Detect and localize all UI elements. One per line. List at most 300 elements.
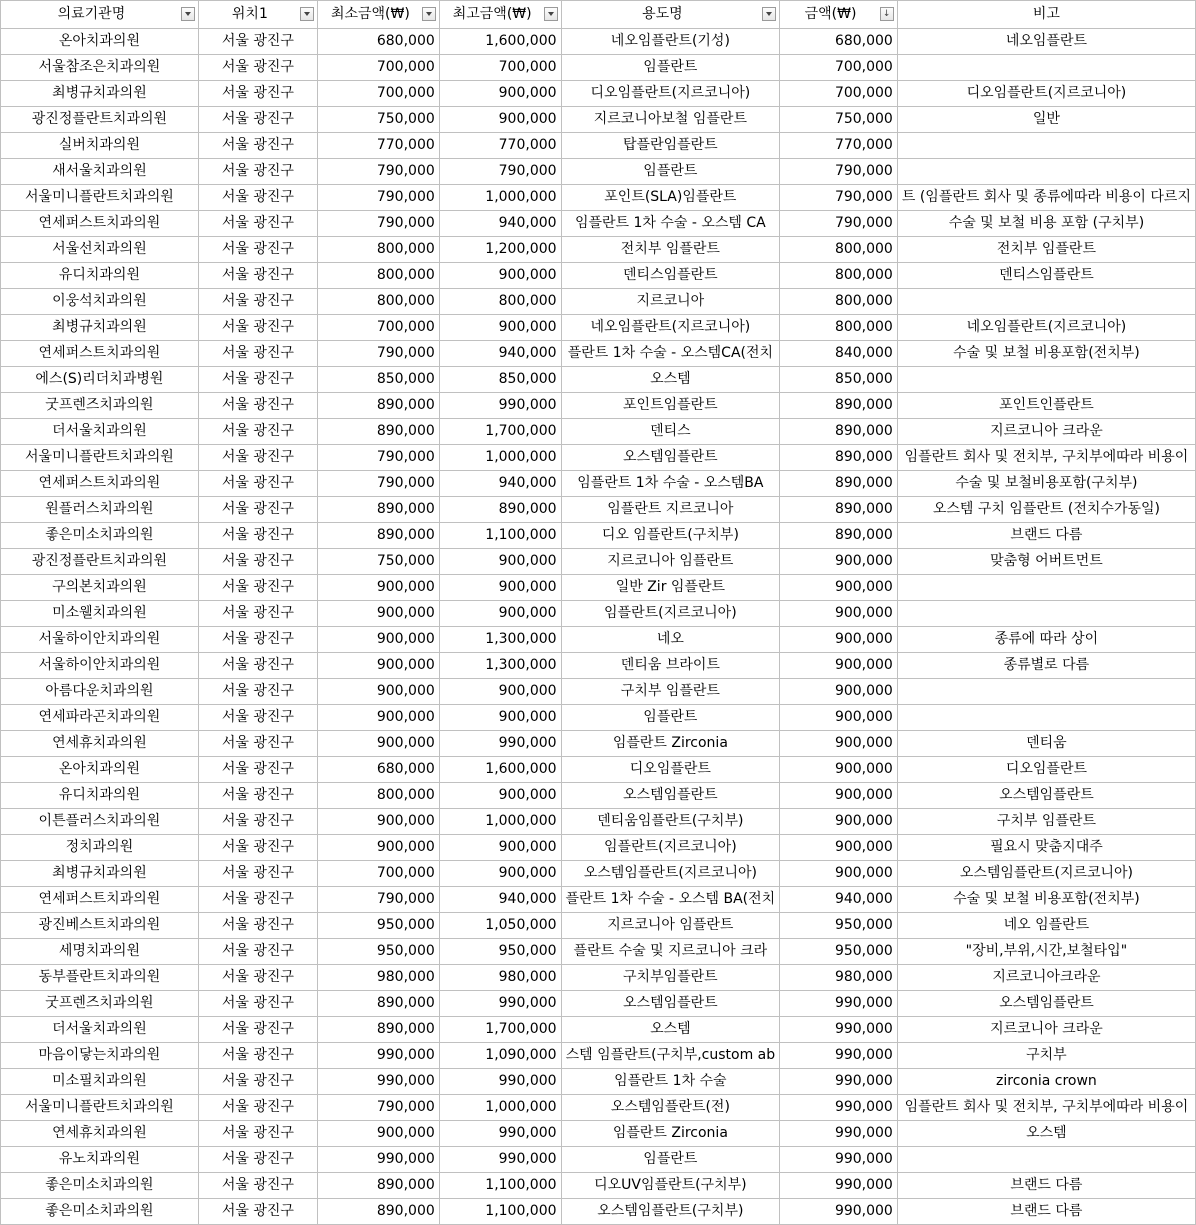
cell-institution[interactable]: 더서울치과의원 [1, 1017, 199, 1043]
cell-usage[interactable]: 네오 [561, 627, 780, 653]
cell-max-price[interactable]: 900,000 [439, 783, 561, 809]
cell-amount[interactable]: 900,000 [780, 757, 898, 783]
cell-min-price[interactable]: 890,000 [317, 1199, 439, 1225]
cell-amount[interactable]: 990,000 [780, 1121, 898, 1147]
cell-note[interactable]: 지르코니아 크라운 [897, 1017, 1195, 1043]
cell-min-price[interactable]: 770,000 [317, 133, 439, 159]
cell-max-price[interactable]: 950,000 [439, 939, 561, 965]
cell-usage[interactable]: 지르코니아 임플란트 [561, 913, 780, 939]
cell-institution[interactable]: 더서울치과의원 [1, 419, 199, 445]
cell-note[interactable] [897, 133, 1195, 159]
cell-institution[interactable]: 에스(S)리더치과병원 [1, 367, 199, 393]
cell-max-price[interactable]: 990,000 [439, 1121, 561, 1147]
sort-ascending-filter-icon[interactable] [880, 7, 894, 21]
cell-usage[interactable]: 오스템임플란트 [561, 783, 780, 809]
cell-note[interactable]: 지르코니아크라운 [897, 965, 1195, 991]
cell-note[interactable]: 브랜드 다름 [897, 1173, 1195, 1199]
cell-location[interactable]: 서울 광진구 [198, 81, 317, 107]
cell-usage[interactable]: 오스템임플란트 [561, 991, 780, 1017]
cell-usage[interactable]: 지르코니아보철 임플란트 [561, 107, 780, 133]
cell-min-price[interactable]: 900,000 [317, 575, 439, 601]
cell-institution[interactable]: 서울미니플란트치과의원 [1, 445, 199, 471]
cell-note[interactable] [897, 1147, 1195, 1173]
cell-amount[interactable]: 900,000 [780, 809, 898, 835]
cell-amount[interactable]: 990,000 [780, 1069, 898, 1095]
cell-institution[interactable]: 좋은미소치과의원 [1, 523, 199, 549]
cell-institution[interactable]: 미소필치과의원 [1, 1069, 199, 1095]
cell-min-price[interactable]: 950,000 [317, 939, 439, 965]
cell-location[interactable]: 서울 광진구 [198, 627, 317, 653]
cell-institution[interactable]: 이웅석치과의원 [1, 289, 199, 315]
cell-max-price[interactable]: 700,000 [439, 55, 561, 81]
cell-amount[interactable]: 980,000 [780, 965, 898, 991]
cell-min-price[interactable]: 890,000 [317, 991, 439, 1017]
cell-location[interactable]: 서울 광진구 [198, 523, 317, 549]
cell-location[interactable]: 서울 광진구 [198, 991, 317, 1017]
cell-note[interactable]: 임플란트 회사 및 전치부, 구치부에따라 비용이 [897, 1095, 1195, 1121]
cell-note[interactable]: 오스템 [897, 1121, 1195, 1147]
cell-institution[interactable]: 원플러스치과의원 [1, 497, 199, 523]
cell-note[interactable]: 트 (임플란트 회사 및 종류에따라 비용이 다르지 [897, 185, 1195, 211]
cell-location[interactable]: 서울 광진구 [198, 341, 317, 367]
cell-amount[interactable]: 900,000 [780, 601, 898, 627]
cell-location[interactable]: 서울 광진구 [198, 965, 317, 991]
cell-max-price[interactable]: 900,000 [439, 835, 561, 861]
cell-max-price[interactable]: 800,000 [439, 289, 561, 315]
cell-institution[interactable]: 온아치과의원 [1, 757, 199, 783]
cell-min-price[interactable]: 890,000 [317, 419, 439, 445]
cell-max-price[interactable]: 940,000 [439, 887, 561, 913]
cell-amount[interactable]: 900,000 [780, 783, 898, 809]
cell-usage[interactable]: 덴티스 [561, 419, 780, 445]
cell-usage[interactable]: 오스템임플란트(지르코니아) [561, 861, 780, 887]
cell-usage[interactable]: 임플란트 Zirconia [561, 731, 780, 757]
cell-institution[interactable]: 서울미니플란트치과의원 [1, 185, 199, 211]
cell-amount[interactable]: 800,000 [780, 237, 898, 263]
cell-max-price[interactable]: 1,100,000 [439, 1199, 561, 1225]
cell-location[interactable]: 서울 광진구 [198, 549, 317, 575]
cell-max-price[interactable]: 900,000 [439, 601, 561, 627]
cell-note[interactable]: 덴티움 [897, 731, 1195, 757]
cell-amount[interactable]: 900,000 [780, 861, 898, 887]
cell-institution[interactable]: 서울미니플란트치과의원 [1, 1095, 199, 1121]
cell-amount[interactable]: 840,000 [780, 341, 898, 367]
cell-max-price[interactable]: 900,000 [439, 315, 561, 341]
cell-min-price[interactable]: 790,000 [317, 471, 439, 497]
cell-institution[interactable]: 아름다운치과의원 [1, 679, 199, 705]
cell-institution[interactable]: 서울선치과의원 [1, 237, 199, 263]
cell-location[interactable]: 서울 광진구 [198, 29, 317, 55]
cell-usage[interactable]: 임플란트 Zirconia [561, 1121, 780, 1147]
cell-amount[interactable]: 890,000 [780, 497, 898, 523]
cell-min-price[interactable]: 890,000 [317, 497, 439, 523]
cell-max-price[interactable]: 790,000 [439, 159, 561, 185]
cell-usage[interactable]: 포인트(SLA)임플란트 [561, 185, 780, 211]
cell-location[interactable]: 서울 광진구 [198, 419, 317, 445]
cell-max-price[interactable]: 890,000 [439, 497, 561, 523]
filter-dropdown-icon[interactable] [544, 7, 558, 21]
cell-usage[interactable]: 오스템임플란트(전) [561, 1095, 780, 1121]
cell-institution[interactable]: 연세휴치과의원 [1, 1121, 199, 1147]
cell-location[interactable]: 서울 광진구 [198, 497, 317, 523]
cell-max-price[interactable]: 990,000 [439, 1069, 561, 1095]
cell-min-price[interactable]: 700,000 [317, 81, 439, 107]
cell-note[interactable]: 구치부 [897, 1043, 1195, 1069]
cell-location[interactable]: 서울 광진구 [198, 133, 317, 159]
cell-location[interactable]: 서울 광진구 [198, 1017, 317, 1043]
cell-amount[interactable]: 900,000 [780, 575, 898, 601]
cell-max-price[interactable]: 1,000,000 [439, 1095, 561, 1121]
cell-amount[interactable]: 990,000 [780, 1199, 898, 1225]
cell-max-price[interactable]: 1,300,000 [439, 653, 561, 679]
cell-usage[interactable]: 임플란트 1차 수술 [561, 1069, 780, 1095]
cell-amount[interactable]: 850,000 [780, 367, 898, 393]
cell-note[interactable]: 디오임플란트(지르코니아) [897, 81, 1195, 107]
cell-min-price[interactable]: 790,000 [317, 341, 439, 367]
cell-amount[interactable]: 700,000 [780, 55, 898, 81]
cell-min-price[interactable]: 790,000 [317, 445, 439, 471]
cell-note[interactable]: 맞춤형 어버트먼트 [897, 549, 1195, 575]
cell-min-price[interactable]: 800,000 [317, 783, 439, 809]
cell-institution[interactable]: 정치과의원 [1, 835, 199, 861]
cell-note[interactable] [897, 367, 1195, 393]
cell-max-price[interactable]: 1,000,000 [439, 809, 561, 835]
cell-note[interactable]: 네오임플란트 [897, 29, 1195, 55]
cell-institution[interactable]: 서울하이안치과의원 [1, 627, 199, 653]
cell-usage[interactable]: 임플란트(지르코니아) [561, 601, 780, 627]
cell-min-price[interactable]: 790,000 [317, 211, 439, 237]
cell-location[interactable]: 서울 광진구 [198, 653, 317, 679]
cell-location[interactable]: 서울 광진구 [198, 601, 317, 627]
cell-amount[interactable]: 900,000 [780, 653, 898, 679]
cell-min-price[interactable]: 900,000 [317, 1121, 439, 1147]
cell-location[interactable]: 서울 광진구 [198, 315, 317, 341]
cell-max-price[interactable]: 990,000 [439, 731, 561, 757]
cell-note[interactable]: 임플란트 회사 및 전치부, 구치부에따라 비용이 [897, 445, 1195, 471]
cell-usage[interactable]: 오스템 [561, 1017, 780, 1043]
cell-max-price[interactable]: 940,000 [439, 211, 561, 237]
cell-max-price[interactable]: 1,300,000 [439, 627, 561, 653]
cell-amount[interactable]: 890,000 [780, 471, 898, 497]
cell-amount[interactable]: 800,000 [780, 315, 898, 341]
cell-usage[interactable]: 오스템임플란트 [561, 445, 780, 471]
cell-min-price[interactable]: 680,000 [317, 29, 439, 55]
cell-usage[interactable]: 덴티움 브라이트 [561, 653, 780, 679]
cell-note[interactable]: 수술 및 보철 비용 포함 (구치부) [897, 211, 1195, 237]
cell-institution[interactable]: 광진정플란트치과의원 [1, 107, 199, 133]
cell-note[interactable] [897, 289, 1195, 315]
cell-location[interactable]: 서울 광진구 [198, 679, 317, 705]
cell-note[interactable]: 수술 및 보철 비용포함(전치부) [897, 341, 1195, 367]
filter-dropdown-icon[interactable] [762, 7, 776, 21]
cell-max-price[interactable]: 1,000,000 [439, 445, 561, 471]
cell-amount[interactable]: 700,000 [780, 81, 898, 107]
cell-location[interactable]: 서울 광진구 [198, 705, 317, 731]
cell-usage[interactable]: 디오임플란트(지르코니아) [561, 81, 780, 107]
cell-min-price[interactable]: 990,000 [317, 1069, 439, 1095]
cell-location[interactable]: 서울 광진구 [198, 575, 317, 601]
cell-usage[interactable]: 플란트 수술 및 지르코니아 크라 [561, 939, 780, 965]
cell-location[interactable]: 서울 광진구 [198, 159, 317, 185]
cell-min-price[interactable]: 890,000 [317, 1017, 439, 1043]
cell-amount[interactable]: 790,000 [780, 185, 898, 211]
cell-usage[interactable]: 전치부 임플란트 [561, 237, 780, 263]
cell-note[interactable]: 오스템 구치 임플란트 (전치수가동일) [897, 497, 1195, 523]
cell-amount[interactable]: 990,000 [780, 1173, 898, 1199]
cell-note[interactable]: 종류에 따라 상이 [897, 627, 1195, 653]
cell-amount[interactable]: 790,000 [780, 159, 898, 185]
cell-min-price[interactable]: 890,000 [317, 1173, 439, 1199]
cell-max-price[interactable]: 940,000 [439, 341, 561, 367]
cell-location[interactable]: 서울 광진구 [198, 393, 317, 419]
cell-min-price[interactable]: 800,000 [317, 237, 439, 263]
cell-note[interactable]: 네오 임플란트 [897, 913, 1195, 939]
cell-note[interactable]: "장비,부위,시간,보철타입" [897, 939, 1195, 965]
cell-location[interactable]: 서울 광진구 [198, 783, 317, 809]
cell-note[interactable]: 브랜드 다름 [897, 1199, 1195, 1225]
cell-location[interactable]: 서울 광진구 [198, 1121, 317, 1147]
cell-max-price[interactable]: 1,600,000 [439, 757, 561, 783]
cell-location[interactable]: 서울 광진구 [198, 1147, 317, 1173]
cell-min-price[interactable]: 900,000 [317, 835, 439, 861]
cell-usage[interactable]: 임플란트 [561, 1147, 780, 1173]
cell-amount[interactable]: 800,000 [780, 263, 898, 289]
cell-location[interactable]: 서울 광진구 [198, 1173, 317, 1199]
cell-amount[interactable]: 900,000 [780, 731, 898, 757]
cell-usage[interactable]: 스템 임플란트(구치부,custom ab [561, 1043, 780, 1069]
cell-usage[interactable]: 임플란트 지르코니아 [561, 497, 780, 523]
cell-location[interactable]: 서울 광진구 [198, 471, 317, 497]
cell-amount[interactable]: 900,000 [780, 679, 898, 705]
cell-institution[interactable]: 마음이닿는치과의원 [1, 1043, 199, 1069]
cell-institution[interactable]: 연세퍼스트치과의원 [1, 471, 199, 497]
cell-amount[interactable]: 900,000 [780, 705, 898, 731]
cell-institution[interactable]: 좋은미소치과의원 [1, 1173, 199, 1199]
cell-location[interactable]: 서울 광진구 [198, 1095, 317, 1121]
cell-max-price[interactable]: 1,700,000 [439, 1017, 561, 1043]
cell-location[interactable]: 서울 광진구 [198, 913, 317, 939]
cell-max-price[interactable]: 1,200,000 [439, 237, 561, 263]
cell-amount[interactable]: 950,000 [780, 939, 898, 965]
cell-min-price[interactable]: 890,000 [317, 523, 439, 549]
cell-note[interactable]: 종류별로 다름 [897, 653, 1195, 679]
cell-min-price[interactable]: 800,000 [317, 289, 439, 315]
filter-dropdown-icon[interactable] [181, 7, 195, 21]
cell-usage[interactable]: 임플란트 1차 수술 - 오스템 CA [561, 211, 780, 237]
cell-note[interactable]: 브랜드 다름 [897, 523, 1195, 549]
cell-note[interactable] [897, 159, 1195, 185]
cell-max-price[interactable]: 940,000 [439, 471, 561, 497]
cell-note[interactable] [897, 55, 1195, 81]
cell-institution[interactable]: 굿프렌즈치과의원 [1, 393, 199, 419]
cell-min-price[interactable]: 900,000 [317, 705, 439, 731]
cell-location[interactable]: 서울 광진구 [198, 861, 317, 887]
cell-amount[interactable]: 790,000 [780, 211, 898, 237]
cell-usage[interactable]: 포인트임플란트 [561, 393, 780, 419]
cell-min-price[interactable]: 900,000 [317, 601, 439, 627]
cell-location[interactable]: 서울 광진구 [198, 445, 317, 471]
cell-max-price[interactable]: 900,000 [439, 861, 561, 887]
cell-amount[interactable]: 900,000 [780, 549, 898, 575]
cell-note[interactable]: 일반 [897, 107, 1195, 133]
cell-usage[interactable]: 임플란트 [561, 159, 780, 185]
cell-location[interactable]: 서울 광진구 [198, 1043, 317, 1069]
cell-location[interactable]: 서울 광진구 [198, 757, 317, 783]
cell-location[interactable]: 서울 광진구 [198, 939, 317, 965]
cell-amount[interactable]: 890,000 [780, 393, 898, 419]
cell-note[interactable]: 네오임플란트(지르코니아) [897, 315, 1195, 341]
cell-usage[interactable]: 디오UV임플란트(구치부) [561, 1173, 780, 1199]
cell-max-price[interactable]: 900,000 [439, 705, 561, 731]
cell-note[interactable]: 오스템임플란트 [897, 783, 1195, 809]
cell-max-price[interactable]: 1,100,000 [439, 1173, 561, 1199]
cell-max-price[interactable]: 900,000 [439, 107, 561, 133]
cell-min-price[interactable]: 800,000 [317, 263, 439, 289]
cell-usage[interactable]: 오스템임플란트(구치부) [561, 1199, 780, 1225]
cell-max-price[interactable]: 770,000 [439, 133, 561, 159]
cell-amount[interactable]: 890,000 [780, 523, 898, 549]
cell-amount[interactable]: 990,000 [780, 991, 898, 1017]
cell-location[interactable]: 서울 광진구 [198, 55, 317, 81]
cell-min-price[interactable]: 990,000 [317, 1043, 439, 1069]
cell-institution[interactable]: 유노치과의원 [1, 1147, 199, 1173]
cell-note[interactable]: 오스템임플란트 [897, 991, 1195, 1017]
cell-amount[interactable]: 680,000 [780, 29, 898, 55]
cell-amount[interactable]: 890,000 [780, 445, 898, 471]
cell-max-price[interactable]: 850,000 [439, 367, 561, 393]
cell-usage[interactable]: 지르코니아 [561, 289, 780, 315]
cell-note[interactable] [897, 575, 1195, 601]
cell-note[interactable] [897, 705, 1195, 731]
cell-location[interactable]: 서울 광진구 [198, 367, 317, 393]
cell-note[interactable]: 지르코니아 크라운 [897, 419, 1195, 445]
cell-usage[interactable]: 탑플란임플란트 [561, 133, 780, 159]
cell-max-price[interactable]: 900,000 [439, 679, 561, 705]
cell-usage[interactable]: 오스템 [561, 367, 780, 393]
cell-note[interactable]: 구치부 임플란트 [897, 809, 1195, 835]
cell-institution[interactable]: 미소웰치과의원 [1, 601, 199, 627]
cell-institution[interactable]: 유디치과의원 [1, 783, 199, 809]
cell-note[interactable]: 수술 및 보철비용포함(구치부) [897, 471, 1195, 497]
cell-usage[interactable]: 구치부 임플란트 [561, 679, 780, 705]
cell-amount[interactable]: 950,000 [780, 913, 898, 939]
cell-institution[interactable]: 온아치과의원 [1, 29, 199, 55]
cell-institution[interactable]: 연세퍼스트치과의원 [1, 211, 199, 237]
cell-institution[interactable]: 좋은미소치과의원 [1, 1199, 199, 1225]
cell-location[interactable]: 서울 광진구 [198, 107, 317, 133]
cell-location[interactable]: 서울 광진구 [198, 731, 317, 757]
cell-institution[interactable]: 세명치과의원 [1, 939, 199, 965]
cell-amount[interactable]: 990,000 [780, 1147, 898, 1173]
cell-max-price[interactable]: 900,000 [439, 263, 561, 289]
cell-note[interactable]: 필요시 맞춤지대주 [897, 835, 1195, 861]
cell-note[interactable]: 전치부 임플란트 [897, 237, 1195, 263]
cell-max-price[interactable]: 1,700,000 [439, 419, 561, 445]
filter-dropdown-icon[interactable] [300, 7, 314, 21]
cell-usage[interactable]: 네오임플란트(기성) [561, 29, 780, 55]
cell-usage[interactable]: 구치부임플란트 [561, 965, 780, 991]
cell-min-price[interactable]: 790,000 [317, 159, 439, 185]
cell-location[interactable]: 서울 광진구 [198, 237, 317, 263]
cell-institution[interactable]: 광진베스트치과의원 [1, 913, 199, 939]
cell-max-price[interactable]: 900,000 [439, 81, 561, 107]
cell-institution[interactable]: 연세휴치과의원 [1, 731, 199, 757]
cell-min-price[interactable]: 980,000 [317, 965, 439, 991]
cell-min-price[interactable]: 700,000 [317, 315, 439, 341]
cell-location[interactable]: 서울 광진구 [198, 1069, 317, 1095]
cell-min-price[interactable]: 750,000 [317, 107, 439, 133]
cell-location[interactable]: 서울 광진구 [198, 289, 317, 315]
cell-min-price[interactable]: 680,000 [317, 757, 439, 783]
cell-institution[interactable]: 연세퍼스트치과의원 [1, 887, 199, 913]
cell-usage[interactable]: 디오임플란트 [561, 757, 780, 783]
cell-institution[interactable]: 구의본치과의원 [1, 575, 199, 601]
cell-institution[interactable]: 연세퍼스트치과의원 [1, 341, 199, 367]
cell-usage[interactable]: 일반 Zir 임플란트 [561, 575, 780, 601]
cell-note[interactable] [897, 679, 1195, 705]
cell-min-price[interactable]: 900,000 [317, 731, 439, 757]
cell-institution[interactable]: 최병규치과의원 [1, 315, 199, 341]
cell-institution[interactable]: 서울참조은치과의원 [1, 55, 199, 81]
cell-min-price[interactable]: 700,000 [317, 55, 439, 81]
cell-amount[interactable]: 940,000 [780, 887, 898, 913]
cell-amount[interactable]: 750,000 [780, 107, 898, 133]
cell-amount[interactable]: 890,000 [780, 419, 898, 445]
cell-max-price[interactable]: 1,090,000 [439, 1043, 561, 1069]
cell-min-price[interactable]: 900,000 [317, 809, 439, 835]
cell-max-price[interactable]: 900,000 [439, 549, 561, 575]
cell-amount[interactable]: 770,000 [780, 133, 898, 159]
cell-min-price[interactable]: 750,000 [317, 549, 439, 575]
cell-amount[interactable]: 900,000 [780, 835, 898, 861]
cell-usage[interactable]: 임플란트 [561, 705, 780, 731]
cell-max-price[interactable]: 980,000 [439, 965, 561, 991]
cell-usage[interactable]: 디오 임플란트(구치부) [561, 523, 780, 549]
cell-location[interactable]: 서울 광진구 [198, 887, 317, 913]
cell-min-price[interactable]: 890,000 [317, 393, 439, 419]
cell-amount[interactable]: 990,000 [780, 1095, 898, 1121]
cell-max-price[interactable]: 1,100,000 [439, 523, 561, 549]
cell-usage[interactable]: 임플란트 1차 수술 - 오스템BA [561, 471, 780, 497]
cell-amount[interactable]: 990,000 [780, 1017, 898, 1043]
cell-location[interactable]: 서울 광진구 [198, 835, 317, 861]
cell-note[interactable]: zirconia crown [897, 1069, 1195, 1095]
cell-max-price[interactable]: 1,000,000 [439, 185, 561, 211]
cell-usage[interactable]: 지르코니아 임플란트 [561, 549, 780, 575]
cell-usage[interactable]: 플란트 1차 수술 - 오스템CA(전치 [561, 341, 780, 367]
cell-note[interactable] [897, 601, 1195, 627]
cell-min-price[interactable]: 950,000 [317, 913, 439, 939]
cell-institution[interactable]: 연세파라곤치과의원 [1, 705, 199, 731]
cell-max-price[interactable]: 900,000 [439, 575, 561, 601]
cell-location[interactable]: 서울 광진구 [198, 185, 317, 211]
cell-amount[interactable]: 800,000 [780, 289, 898, 315]
cell-usage[interactable]: 덴티움임플란트(구치부) [561, 809, 780, 835]
cell-institution[interactable]: 굿프렌즈치과의원 [1, 991, 199, 1017]
cell-usage[interactable]: 플란트 1차 수술 - 오스템 BA(전치 [561, 887, 780, 913]
cell-institution[interactable]: 광진정플란트치과의원 [1, 549, 199, 575]
cell-institution[interactable]: 동부플란트치과의원 [1, 965, 199, 991]
cell-location[interactable]: 서울 광진구 [198, 263, 317, 289]
cell-note[interactable]: 오스템임플란트(지르코니아) [897, 861, 1195, 887]
cell-location[interactable]: 서울 광진구 [198, 1199, 317, 1225]
cell-usage[interactable]: 임플란트(지르코니아) [561, 835, 780, 861]
cell-institution[interactable]: 새서울치과의원 [1, 159, 199, 185]
cell-max-price[interactable]: 1,050,000 [439, 913, 561, 939]
cell-amount[interactable]: 900,000 [780, 627, 898, 653]
cell-institution[interactable]: 실버치과의원 [1, 133, 199, 159]
cell-max-price[interactable]: 1,600,000 [439, 29, 561, 55]
